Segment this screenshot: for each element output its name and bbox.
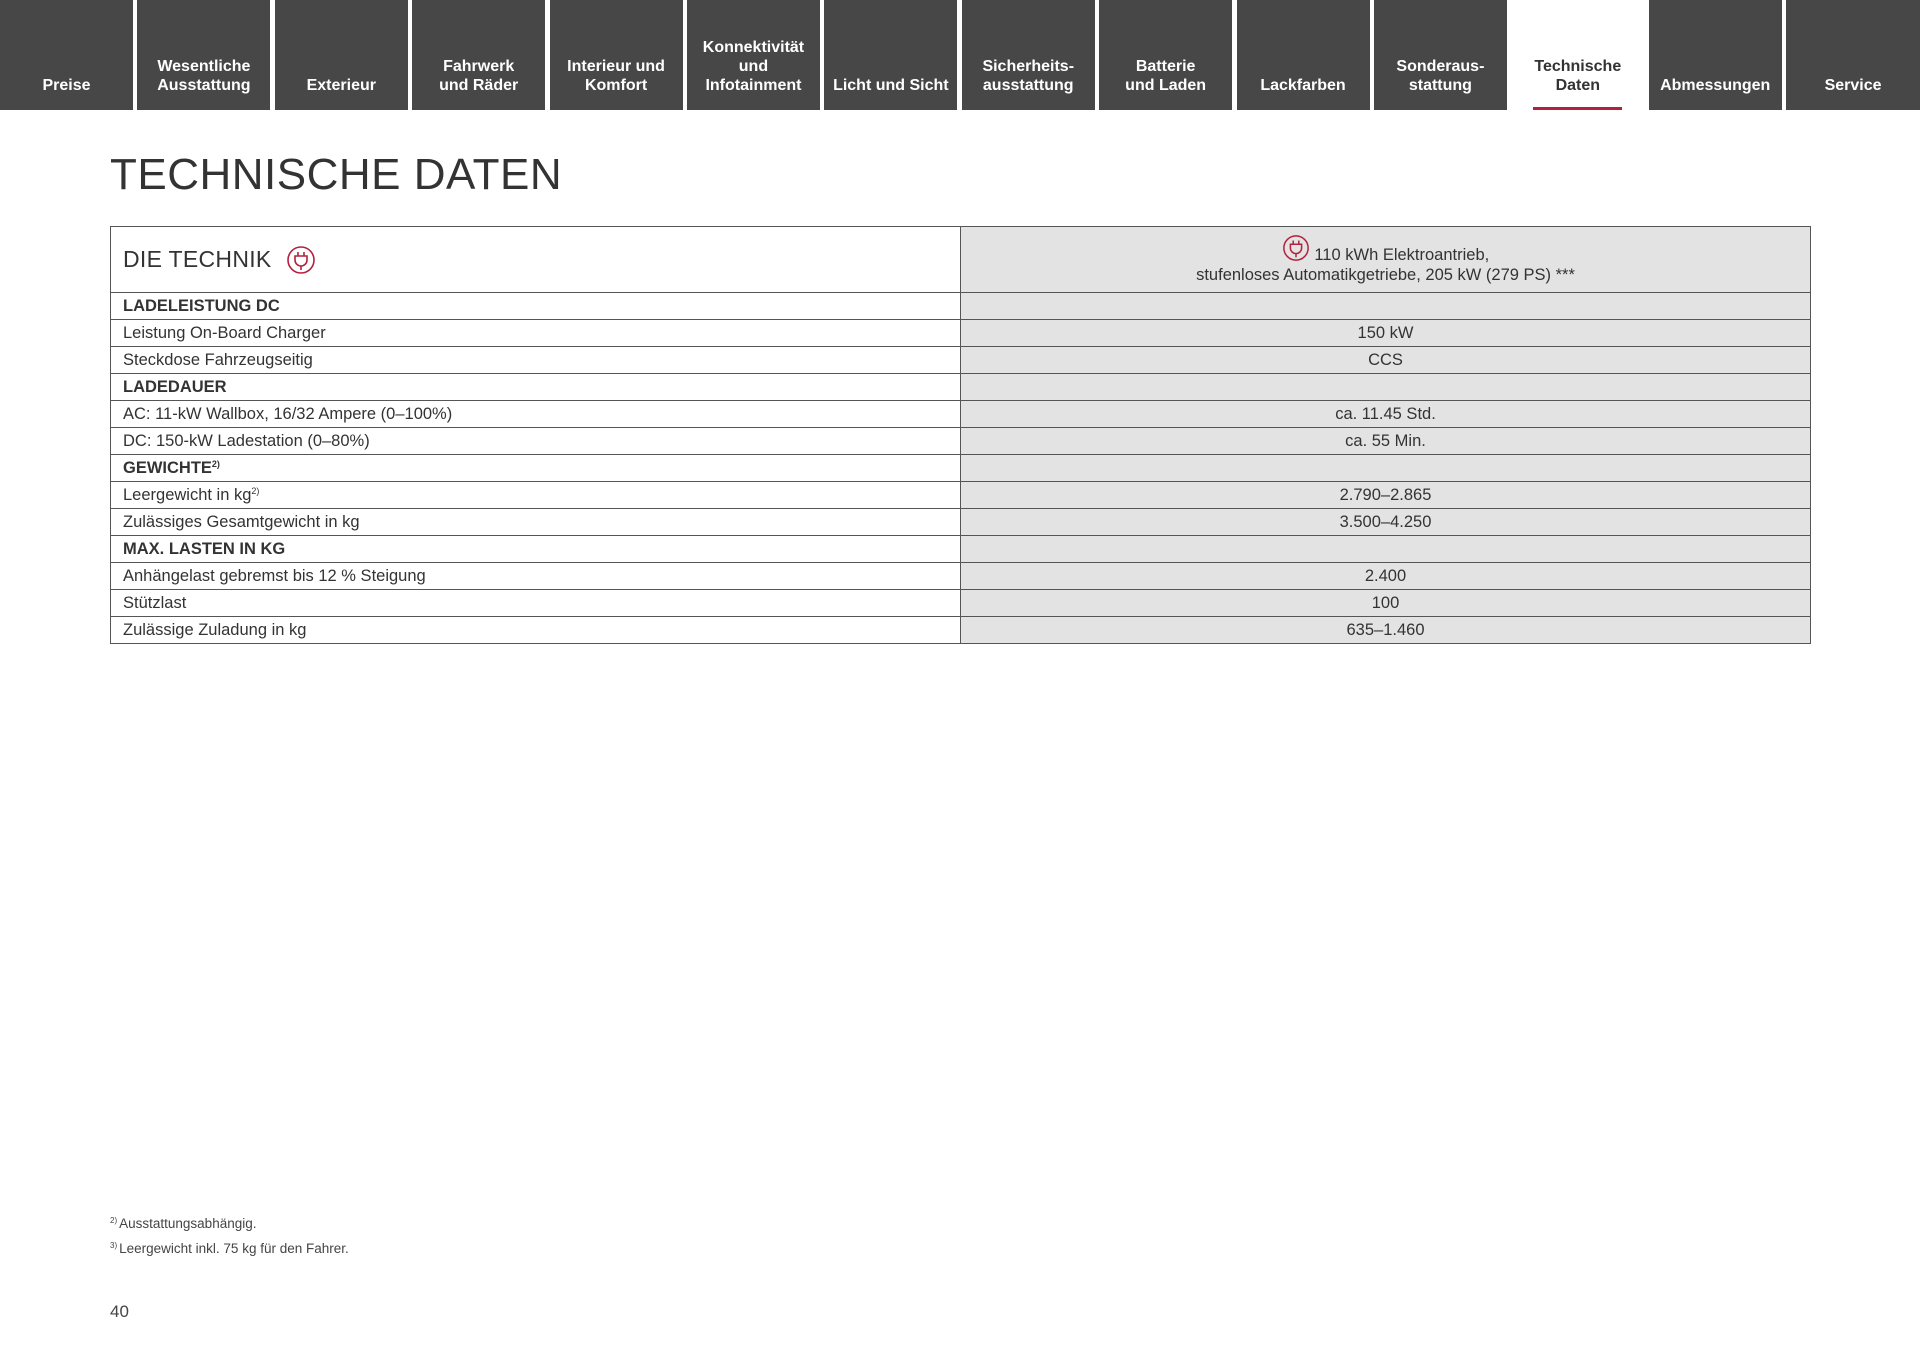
footnote <box>110 1235 349 1260</box>
row-label: Leistung On-Board Charger <box>111 320 961 347</box>
tab-preise[interactable]: Preise <box>0 0 133 110</box>
tab-technische-daten[interactable] <box>1511 0 1644 110</box>
section-value-empty <box>961 374 1811 401</box>
tab-wesentliche-ausstattung[interactable]: Wesentliche Ausstattung <box>137 0 270 110</box>
table-row <box>111 617 1811 644</box>
section-value-empty <box>961 455 1811 482</box>
section-title: MAX. LASTEN IN KG <box>111 536 961 563</box>
table-row <box>111 428 1811 455</box>
row-value: 635–1.460 <box>961 617 1811 644</box>
plug-icon <box>1282 234 1310 262</box>
footnote-ref: 2) <box>251 485 260 496</box>
tab-konnektivitaet-und-infotainment[interactable]: Konnektivität und Infotainment <box>687 0 820 110</box>
footnote <box>110 1210 349 1235</box>
table-row <box>111 590 1811 617</box>
row-label: AC: 11-kW Wallbox, 16/32 Ampere (0–100%) <box>111 401 961 428</box>
section-value-empty <box>961 536 1811 563</box>
row-label: Zulässiges Gesamtgewicht in kg <box>111 509 961 536</box>
tab-fahrwerk-und-raeder[interactable]: Fahrwerk und Räder <box>412 0 545 110</box>
section-title-cell <box>111 455 961 482</box>
footnote-text: Leergewicht inkl. 75 kg für den Fahrer. <box>119 1241 349 1256</box>
active-tab-underline <box>1533 107 1622 110</box>
table-header-column <box>961 227 1811 293</box>
tab-service[interactable]: Service <box>1786 0 1920 110</box>
footnote-mark: 3) <box>110 1241 118 1250</box>
row-label-cell <box>111 482 961 509</box>
page-number: 40 <box>110 1302 129 1321</box>
table-row <box>111 563 1811 590</box>
plug-icon <box>286 245 316 275</box>
table-row <box>111 482 1811 509</box>
section-title: GEWICHTE <box>123 458 212 477</box>
row-value: 2.790–2.865 <box>961 482 1811 509</box>
row-label: Leergewicht in kg <box>123 485 252 504</box>
row-label: Anhängelast gebremst bis 12 % Steigung <box>111 563 961 590</box>
section-value-empty <box>961 293 1811 320</box>
tab-sicherheitsausstattung[interactable]: Sicherheits- ausstattung <box>962 0 1095 110</box>
tab-batterie-und-laden[interactable]: Batterie und Laden <box>1099 0 1232 110</box>
section-row <box>111 536 1811 563</box>
section-row <box>111 293 1811 320</box>
section-title: LADEDAUER <box>111 374 961 401</box>
table-header-label: DIE TECHNIK <box>123 246 272 272</box>
row-value: 3.500–4.250 <box>961 509 1811 536</box>
row-value: 100 <box>961 590 1811 617</box>
row-label: Steckdose Fahrzeugseitig <box>111 347 961 374</box>
row-value: ca. 55 Min. <box>961 428 1811 455</box>
table-row <box>111 347 1811 374</box>
row-label: Stützlast <box>111 590 961 617</box>
footnotes <box>110 1210 349 1260</box>
spec-table <box>110 226 1811 644</box>
footnote-text: Ausstattungsabhängig. <box>119 1216 257 1231</box>
tab-technische-daten-label: Technische Daten <box>1534 58 1622 94</box>
section-row <box>111 455 1811 482</box>
table-header-row <box>111 227 1811 293</box>
row-value: 150 kW <box>961 320 1811 347</box>
column-title-line1: 110 kWh Elektroantrieb, <box>1314 246 1490 264</box>
row-value: CCS <box>961 347 1811 374</box>
row-value: ca. 11.45 Std. <box>961 401 1811 428</box>
tab-interieur-und-komfort[interactable]: Interieur und Komfort <box>550 0 683 110</box>
page-title: TECHNISCHE DATEN <box>110 150 563 199</box>
footnote-ref: 2) <box>211 458 220 469</box>
table-header-label-cell <box>111 227 961 293</box>
table-row <box>111 509 1811 536</box>
row-label: DC: 150-kW Ladestation (0–80%) <box>111 428 961 455</box>
table-row <box>111 401 1811 428</box>
section-nav <box>0 0 1920 110</box>
tab-exterieur[interactable]: Exterieur <box>275 0 408 110</box>
tab-licht-und-sicht[interactable]: Licht und Sicht <box>824 0 957 110</box>
tab-sonderausstattung[interactable]: Sonderaus- stattung <box>1374 0 1507 110</box>
tab-lackfarben[interactable]: Lackfarben <box>1237 0 1370 110</box>
section-row <box>111 374 1811 401</box>
section-title: LADELEISTUNG DC <box>111 293 961 320</box>
column-title-line2: stufenloses Automatikgetriebe, 205 kW (279 PS) *** <box>1196 266 1575 284</box>
row-label: Zulässige Zuladung in kg <box>111 617 961 644</box>
footnote-mark: 2) <box>110 1216 118 1225</box>
tab-abmessungen[interactable]: Abmessungen <box>1649 0 1782 110</box>
table-row <box>111 320 1811 347</box>
row-value: 2.400 <box>961 563 1811 590</box>
